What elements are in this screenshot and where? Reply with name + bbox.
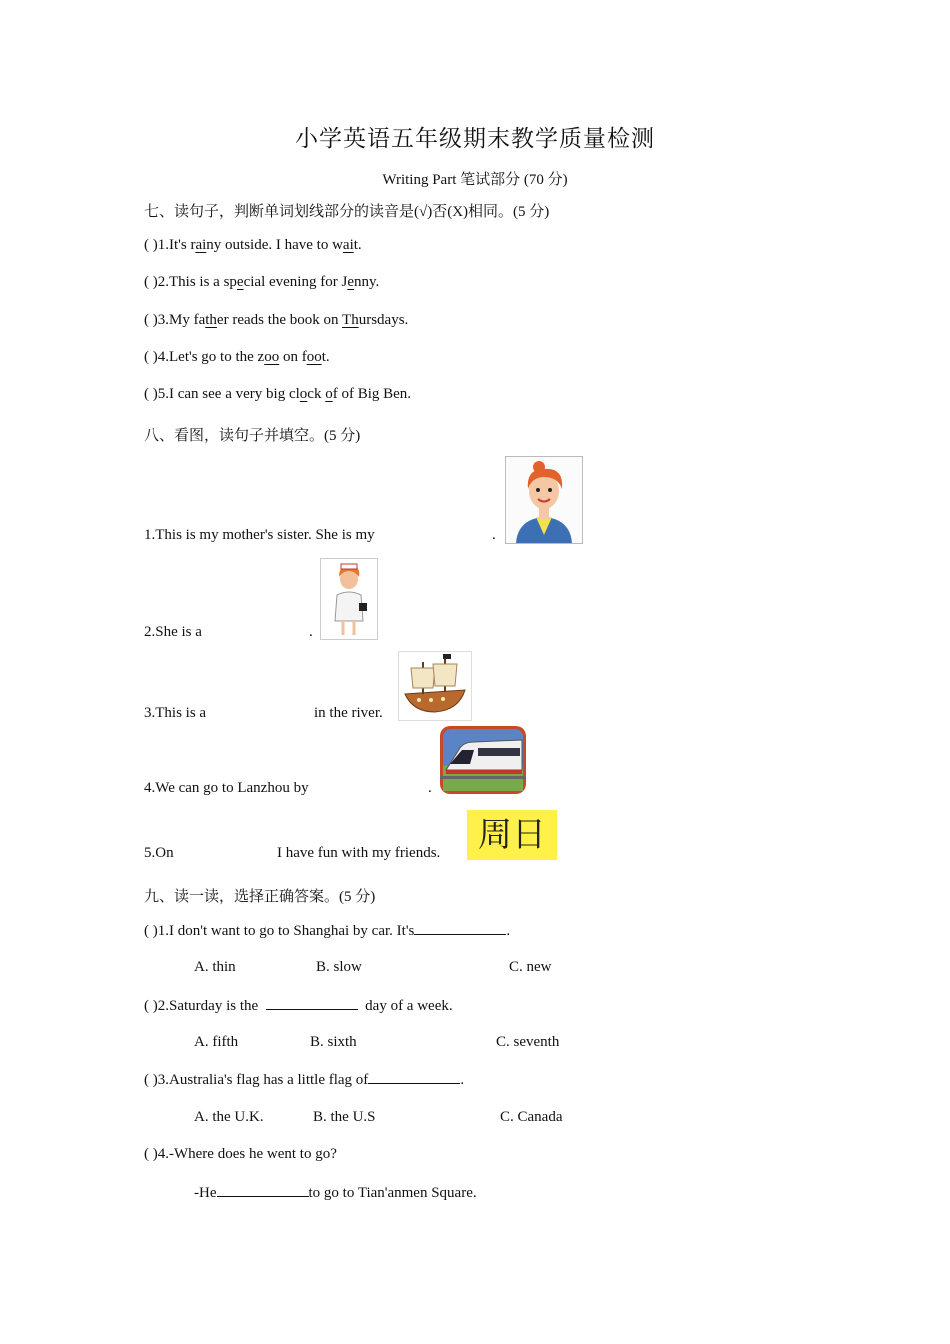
fill-blank-2[interactable]: . [309, 624, 313, 640]
fill-blank-3[interactable]: in the river. [314, 705, 383, 721]
option-c[interactable]: C. new [509, 959, 552, 975]
answer-bracket[interactable]: ( ) [144, 312, 158, 328]
option-b[interactable]: B. the U.S [313, 1109, 376, 1125]
section-8-question-1: 1.This is my mother's sister. She is my [144, 527, 375, 543]
section-8-question-2: 2.She is a [144, 624, 202, 640]
fill-blank-4[interactable]: . [428, 780, 432, 796]
aunt-picture [505, 456, 583, 544]
section-7-question-1: ( )1.It's rainy outside. I have to wait. [144, 237, 362, 253]
fill-blank-1[interactable]: . [492, 527, 496, 543]
section-9-question-4-answer: -He to go to Tian'anmen Square. [194, 1185, 477, 1201]
answer-bracket[interactable]: ( ) [144, 998, 158, 1014]
section-8-question-5: 5.On [144, 845, 174, 861]
ship-picture [398, 651, 472, 721]
sign-text: 周日 [478, 815, 546, 855]
page-title: 小学英语五年级期末教学质量检测 [295, 126, 655, 152]
section-7-question-5: ( )5.I can see a very big clock of of Big Ben. [144, 386, 412, 402]
section-7-question-2: ( )2.This is a special evening for Jenny. [144, 274, 380, 290]
option-b[interactable]: B. slow [316, 959, 362, 975]
answer-blank[interactable] [368, 1071, 460, 1084]
section-8-question-4: 4.We can go to Lanzhou by [144, 780, 309, 796]
page-subtitle: Writing Part 笔试部分 (70 分) [382, 172, 568, 188]
section-9-question-4: ( )4.-Where does he went to go? [144, 1146, 337, 1162]
section-7-question-3: ( )3.My father reads the book on Thursdays. [144, 312, 409, 328]
section-7-heading: 七、读句子，判断单词划线部分的读音是(√)否(X)相同。(5 分) [144, 204, 550, 220]
option-c[interactable]: C. Canada [500, 1109, 563, 1125]
sunday-sign-picture [467, 810, 557, 860]
answer-blank[interactable] [414, 922, 506, 935]
answer-bracket[interactable]: ( ) [144, 1072, 158, 1088]
option-c[interactable]: C. seventh [496, 1034, 560, 1050]
option-a[interactable]: A. fifth [194, 1034, 239, 1050]
section-7-question-4: ( )4.Let's go to the zoo on foot. [144, 349, 330, 365]
answer-bracket[interactable]: ( ) [144, 386, 158, 402]
nurse-picture [320, 558, 378, 640]
answer-bracket[interactable]: ( ) [144, 237, 158, 253]
train-picture [440, 726, 526, 794]
answer-bracket[interactable]: ( ) [144, 274, 158, 290]
section-8-question-3: 3.This is a [144, 705, 207, 721]
option-a[interactable]: A. thin [194, 959, 236, 975]
section-9-question-1: ( )1.I don't want to go to Shanghai by car. It's . [144, 923, 511, 939]
fill-blank-5[interactable]: I have fun with my friends. [277, 845, 441, 861]
answer-blank[interactable] [217, 1184, 309, 1197]
answer-bracket[interactable]: ( ) [144, 1146, 158, 1162]
option-b[interactable]: B. sixth [310, 1034, 357, 1050]
section-9-heading: 九、读一读，选择正确答案。(5 分) [144, 889, 376, 905]
answer-blank[interactable] [266, 997, 358, 1010]
section-9-question-2: ( )2.Saturday is the day of a week. [144, 998, 453, 1014]
option-a[interactable]: A. the U.K. [194, 1109, 264, 1125]
section-9-question-3: ( )3.Australia's flag has a little flag of . [144, 1072, 465, 1088]
answer-bracket[interactable]: ( ) [144, 349, 158, 365]
answer-bracket[interactable]: ( ) [144, 923, 158, 939]
section-8-heading: 八、看图，读句子并填空。(5 分) [144, 428, 361, 444]
